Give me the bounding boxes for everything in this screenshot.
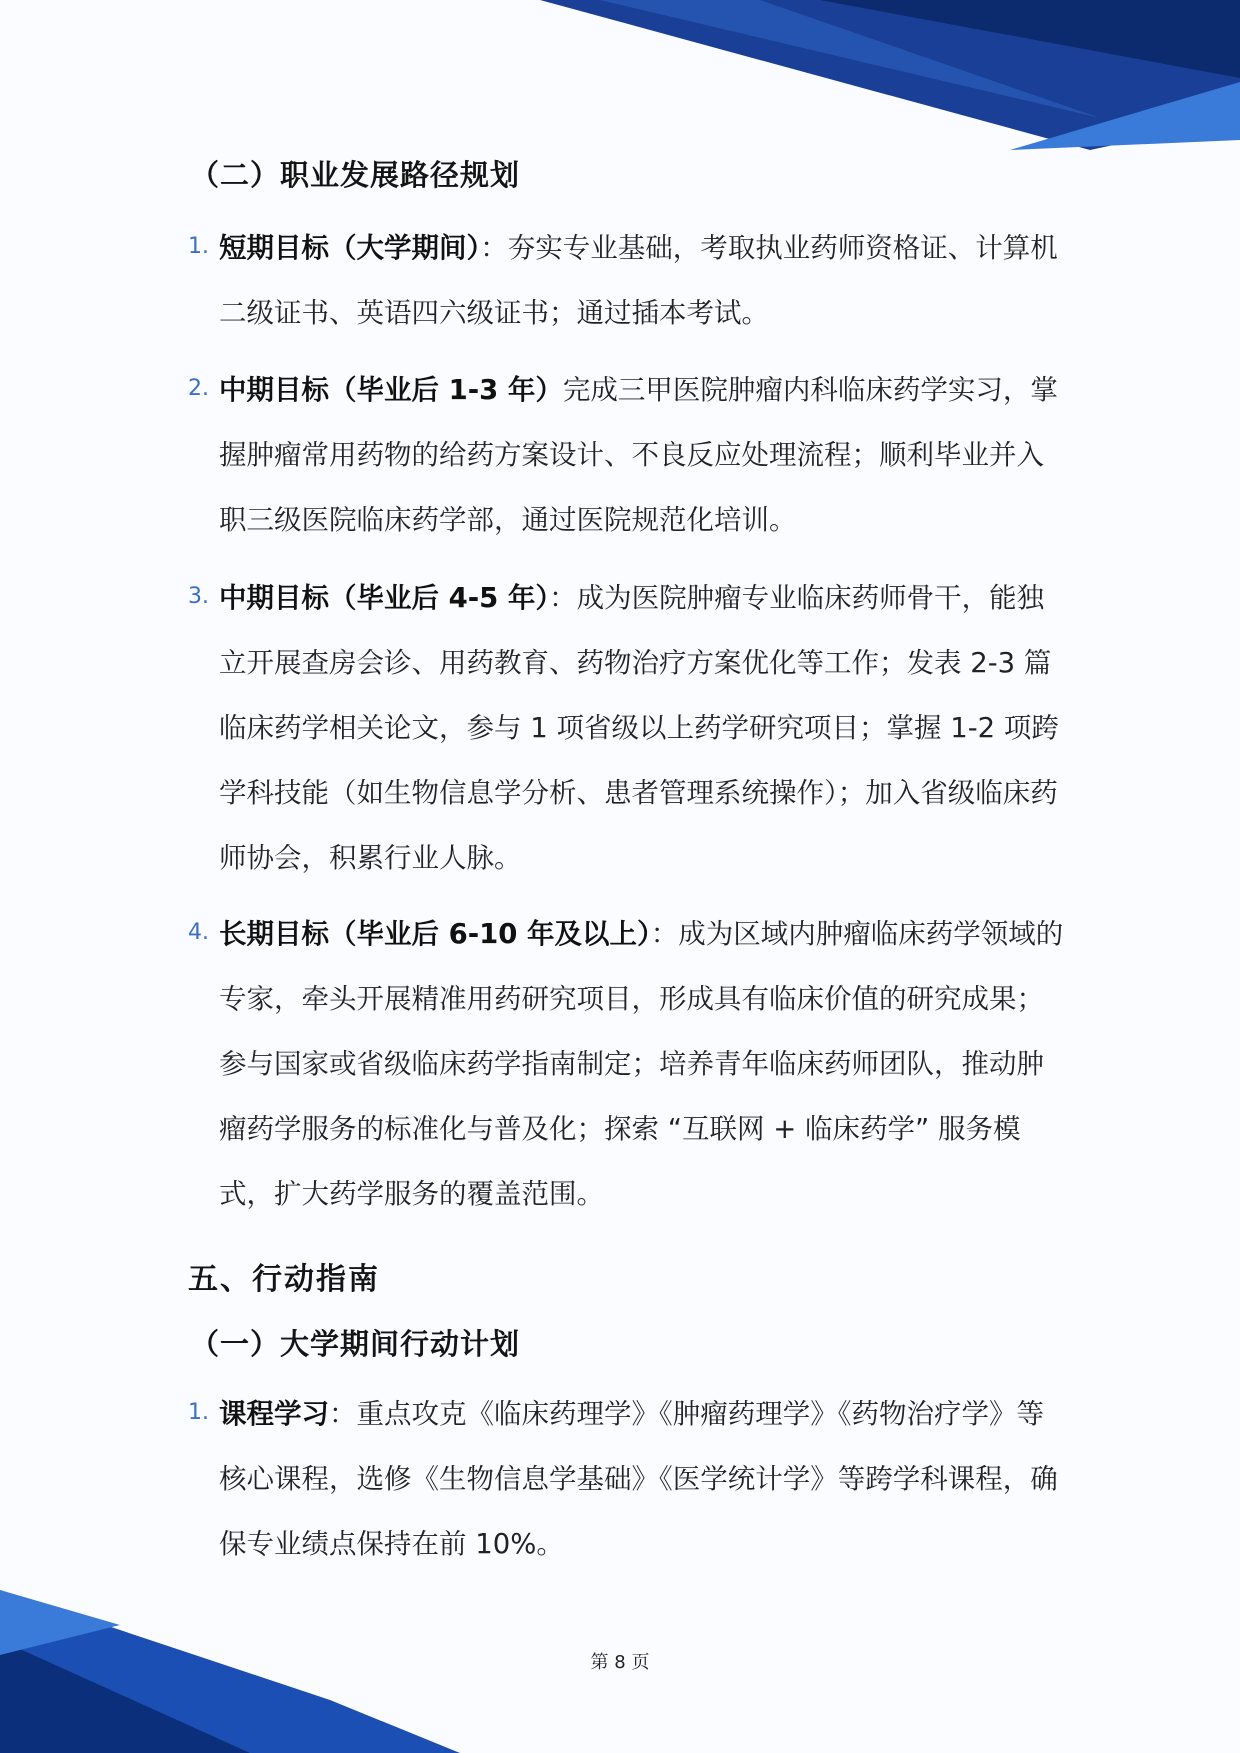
action-plan-subheading: （一）大学期间行动计划 xyxy=(190,1327,521,1361)
action-plan-item xyxy=(188,1382,1068,1577)
goal-body: 成为区域内肿瘤临床药学领域的专家，牵头开展精准用药研究项目，形成具有临床价值的研究成果；参与国家或省级临床药学指南制定；培养青年临床药师团队，推动肿瘤药学服务的标准化与普及化；探索 “互联网 + 临床药学” 服务模式，扩大药学服务的覆盖范围。 xyxy=(219,918,1064,1210)
career-goal-item xyxy=(188,902,1068,1227)
action-body: 重点攻克《临床药理学》《肿瘤药理学》《药物治疗学》等核心课程，选修《生物信息学基础》《医学统计学》等跨学科课程，确保专业绩点保持在前 10%。 xyxy=(219,1398,1058,1560)
page-number: 第 8 页 xyxy=(590,1652,650,1673)
goal-label: 中期目标（毕业后 1-3 年） xyxy=(219,374,563,406)
career-goal-item xyxy=(188,216,1068,346)
goal-body: 夯实专业基础，考取执业药师资格证、计算机二级证书、英语四六级证书；通过插本考试。 xyxy=(219,232,1058,329)
action-guide-heading: 五、行动指南 xyxy=(188,1262,380,1297)
career-path-heading: （二）职业发展路径规划 xyxy=(190,158,521,192)
goal-body: 完成三甲医院肿瘤内科临床药学实习，掌握肿瘤常用药物的给药方案设计、不良反应处理流程；顺利毕业并入职三级医院临床药学部，通过医院规范化培训。 xyxy=(219,374,1058,536)
goal-body: 成为医院肿瘤专业临床药师骨干，能独立开展查房会诊、用药教育、药物治疗方案优化等工作；发表 2-3 篇临床药学相关论文，参与 1 项省级以上药学研究项目；掌握 1-2 项跨学科技能（如生物信息学分析、患者管理系统操作）；加入省级临床药师协会，积累行业人脉。 xyxy=(219,582,1059,874)
goal-label: 长期目标（毕业后 6-10 年及以上） xyxy=(219,918,651,950)
list-number: 2. xyxy=(188,376,209,401)
career-goal-item xyxy=(188,566,1068,891)
label-separator: ： xyxy=(480,232,508,264)
list-number: 4. xyxy=(188,920,209,945)
goal-label: 中期目标（毕业后 4-5 年） xyxy=(219,582,550,614)
list-number: 3. xyxy=(188,584,209,609)
goal-label: 短期目标（大学期间） xyxy=(219,232,481,264)
list-number: 1. xyxy=(188,1400,209,1425)
action-label: 课程学习 xyxy=(219,1398,329,1430)
label-separator: ： xyxy=(549,582,577,614)
label-separator: ： xyxy=(329,1398,357,1430)
label-separator: ： xyxy=(650,918,679,950)
list-number: 1. xyxy=(188,234,209,259)
career-goal-item xyxy=(188,358,1068,553)
